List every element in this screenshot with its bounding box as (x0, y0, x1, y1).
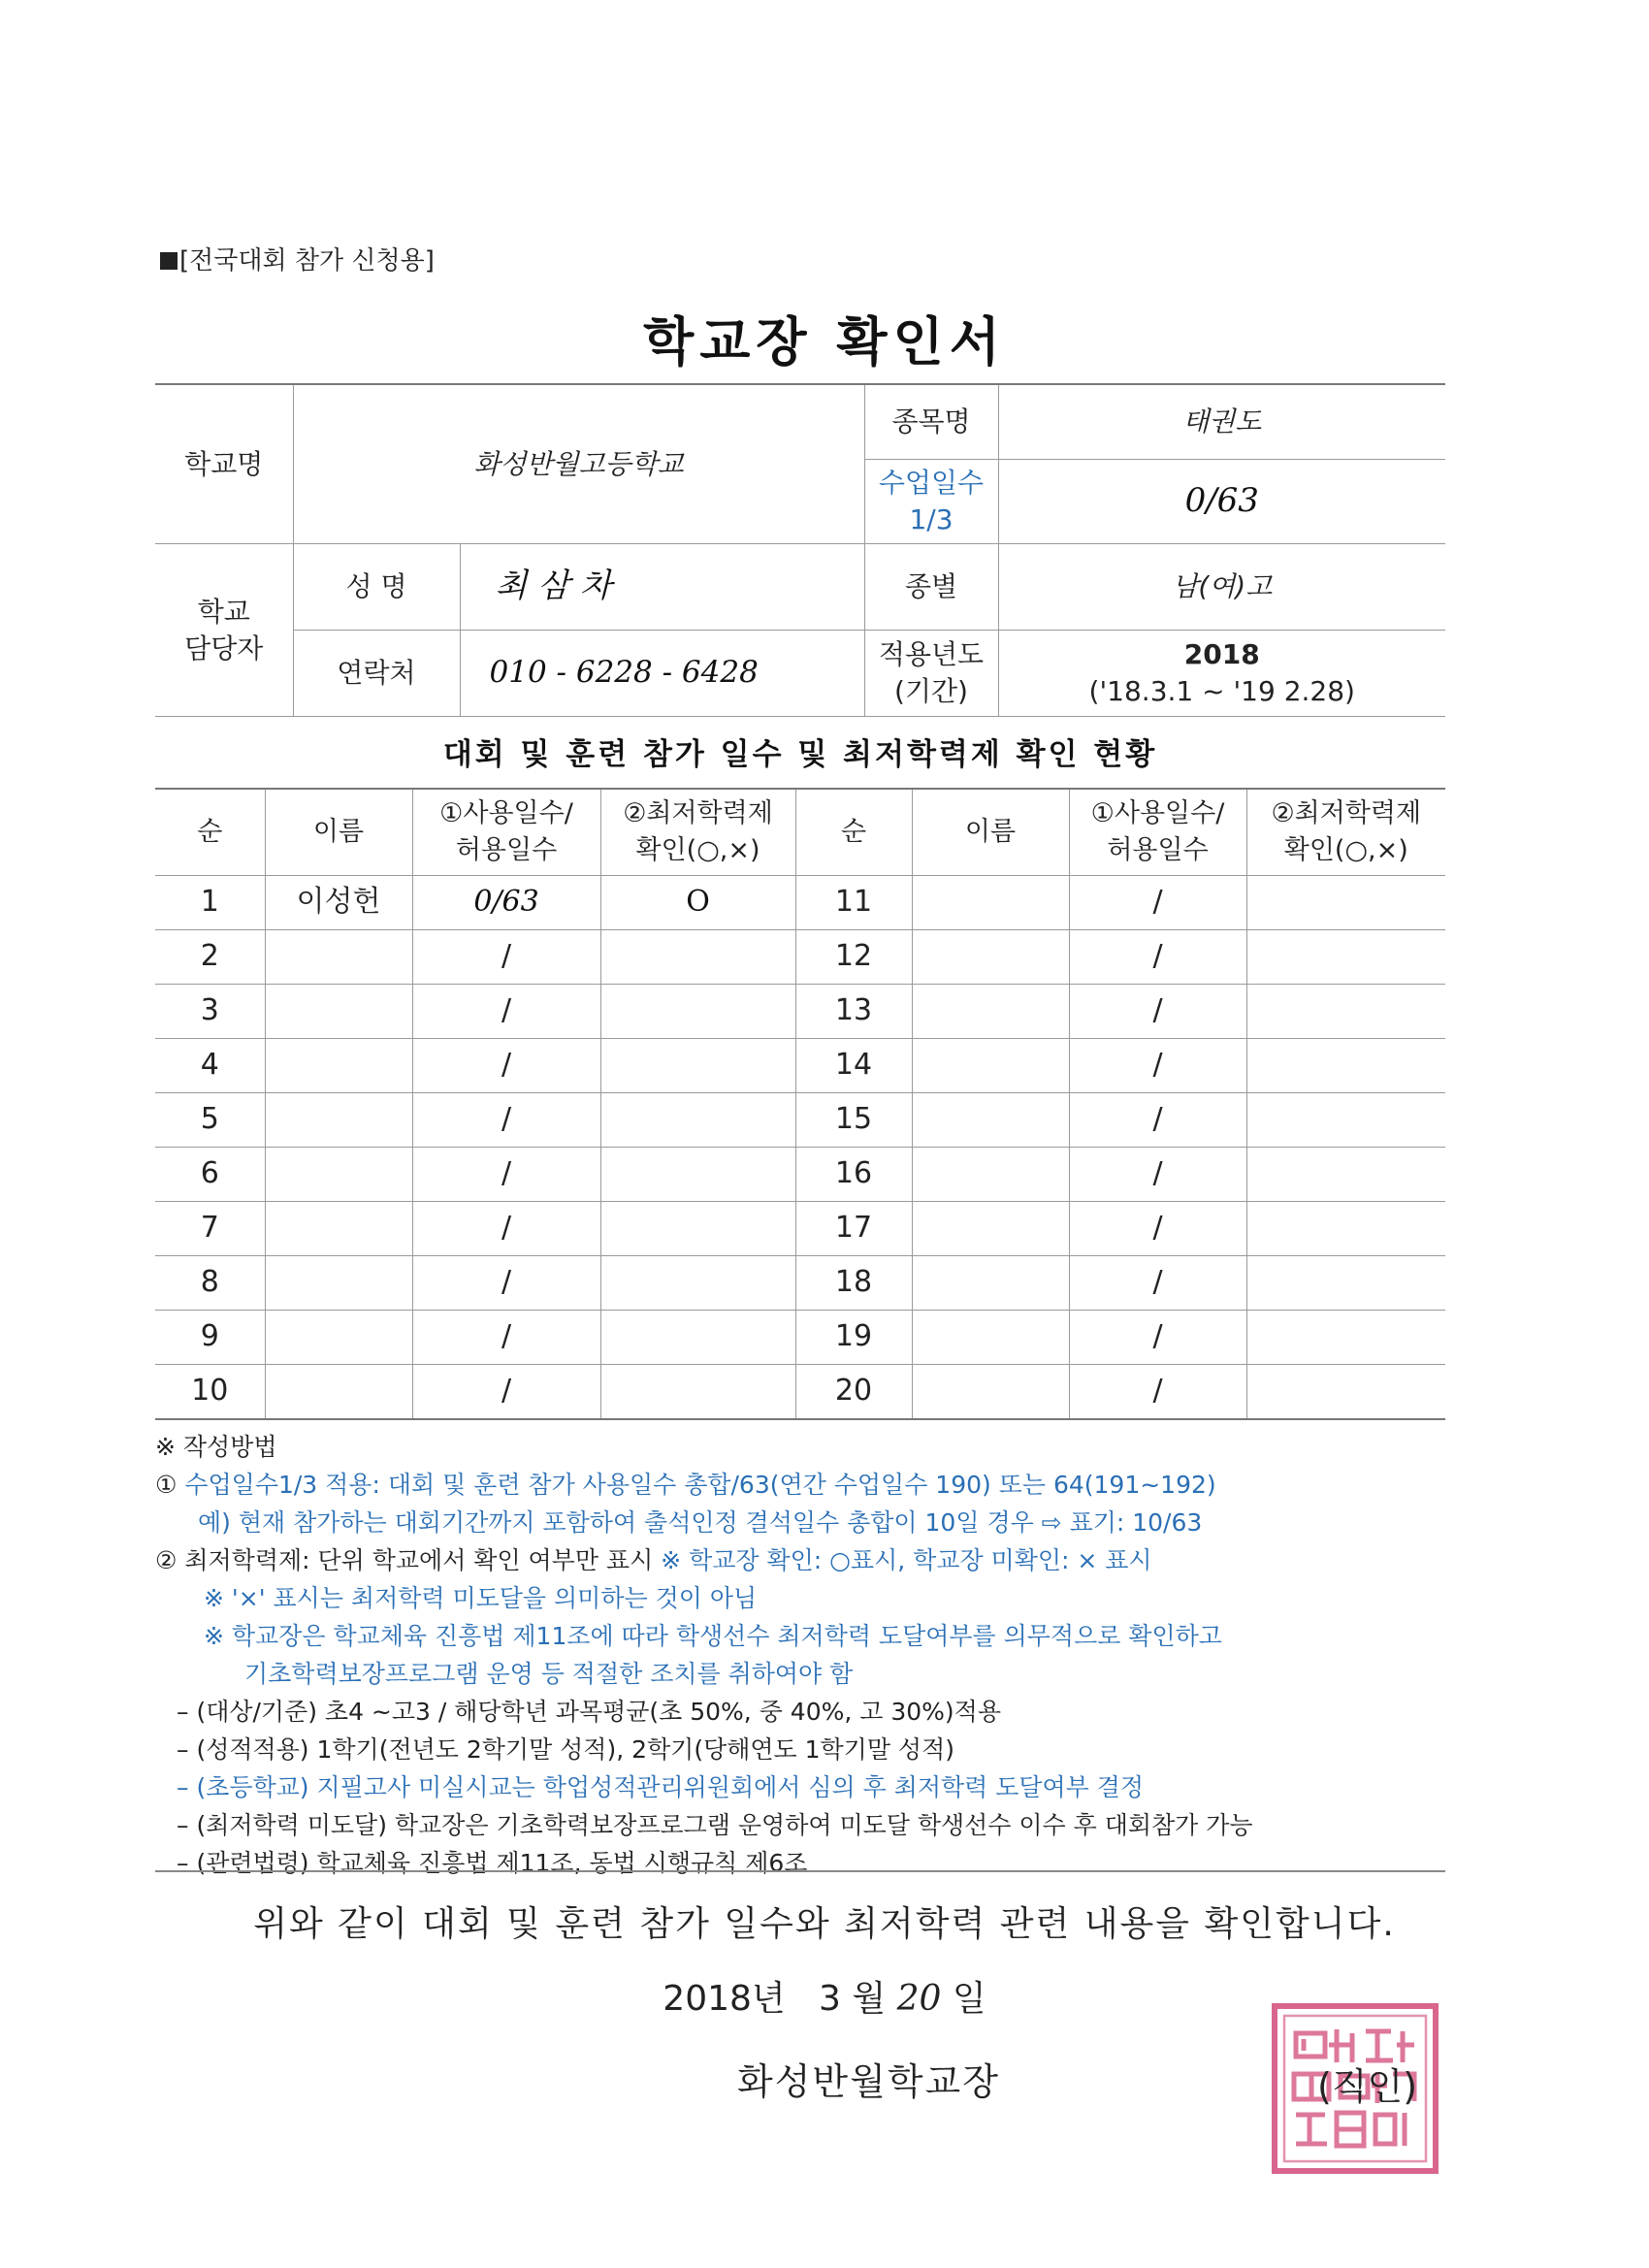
table-row (155, 1039, 1445, 1093)
header-days-right: ①사용일수/ 허용일수 (1069, 789, 1246, 876)
row-days: 0/63 (412, 876, 600, 930)
row-name (265, 1256, 412, 1311)
row-no: 16 (795, 1148, 912, 1202)
table-row (155, 1093, 1445, 1148)
note-dash-2: – (성적적용) 1학기(전년도 2학기말 성적), 2학기(당해연도 1학기말 성적) (177, 1735, 954, 1764)
confirmation-statement: 위와 같이 대회 및 훈련 참가 일수와 최저학력 관련 내용을 확인합니다. (253, 1904, 1396, 1944)
row-no: 3 (155, 985, 265, 1039)
contact-name-value: 최 삼 차 (460, 544, 864, 631)
row-name (912, 876, 1069, 930)
row-check (600, 1093, 795, 1148)
row-no: 17 (795, 1202, 912, 1256)
row-name (265, 1202, 412, 1256)
note-2-sub-3: 기초학력보장프로그램 운영 등 적절한 조치를 취하여야 함 (244, 1660, 854, 1688)
row-check (1246, 1148, 1445, 1202)
row-no: 10 (155, 1365, 265, 1420)
row-days: / (1069, 1256, 1246, 1311)
row-name (265, 1039, 412, 1093)
row-days: / (1069, 1148, 1246, 1202)
row-days: / (1069, 876, 1246, 930)
table-row (155, 1365, 1445, 1420)
header-check-right: ②최저학력제 확인(○,×) (1246, 789, 1445, 876)
row-days: / (412, 1093, 600, 1148)
row-days: / (1069, 1202, 1246, 1256)
row-days: / (412, 985, 600, 1039)
phone-label: 연락처 (293, 631, 460, 717)
row-no: 12 (795, 930, 912, 985)
event-label: 종목명 (864, 384, 998, 460)
header-check-left: ②최저학력제 확인(○,×) (600, 789, 795, 876)
row-no: 20 (795, 1365, 912, 1420)
table-row (155, 930, 1445, 985)
row-check (600, 1039, 795, 1093)
gender-value: 남(여)고 (998, 544, 1445, 631)
row-name (912, 1311, 1069, 1365)
row-no: 14 (795, 1039, 912, 1093)
row-check (1246, 876, 1445, 930)
row-days: / (412, 1039, 600, 1093)
note-2: ② 최저학력제: 단위 학교에서 확인 여부만 표시 ※ 학교장 확인: ○표시, 학교장 미확인: × 표시 (155, 1546, 1152, 1574)
row-check (1246, 1093, 1445, 1148)
row-days: / (1069, 1039, 1246, 1093)
note-dash-1: – (대상/기준) 초4 ~고3 / 해당학년 과목평균(초 50%, 중 40%, 고 30%)적용 (177, 1698, 1001, 1726)
row-check: O (600, 876, 795, 930)
row-days: / (1069, 1093, 1246, 1148)
row-check (1246, 1256, 1445, 1311)
row-name (265, 930, 412, 985)
table-header-row (155, 789, 1445, 876)
row-days: / (1069, 1311, 1246, 1365)
row-no: 6 (155, 1148, 265, 1202)
summary-title: 대회 및 훈련 참가 일수 및 최저학력제 확인 현황 (442, 737, 1158, 772)
row-no: 18 (795, 1256, 912, 1311)
header-no-right: 순 (795, 789, 912, 876)
row-name (912, 930, 1069, 985)
event-value: 태권도 (998, 384, 1445, 460)
row-no: 2 (155, 930, 265, 985)
gender-label: 종별 (864, 544, 998, 631)
row-name (912, 1256, 1069, 1311)
year-label: 적용년도 (기간) (864, 631, 998, 717)
class-days-label: 수업일수 1/3 (864, 460, 998, 544)
row-check (1246, 930, 1445, 985)
row-check (1246, 1311, 1445, 1365)
school-value: 화성반월고등학교 (293, 384, 864, 544)
row-no: 13 (795, 985, 912, 1039)
contact-name-label: 성 명 (293, 544, 460, 631)
row-days: / (412, 1148, 600, 1202)
row-days: / (1069, 930, 1246, 985)
row-name (912, 1365, 1069, 1420)
header-no-left: 순 (155, 789, 265, 876)
note-dash-5: – (관련법령) 학교체육 진흥법 제11조, 동법 시행규칙 제6조 (177, 1849, 808, 1877)
note-dash-3: – (초등학교) 지필고사 미실시교는 학업성적관리위원회에서 심의 후 최저학력 도달여부 결정 (177, 1773, 1145, 1801)
row-no: 4 (155, 1039, 265, 1093)
form-tag-text: [전국대회 참가 신청용] (179, 246, 435, 275)
row-name (265, 1148, 412, 1202)
note-dash-4: – (최저학력 미도달) 학교장은 기초학력보장프로그램 운영하여 미도달 학생선수 이수 후 대회참가 가능 (177, 1811, 1253, 1839)
row-days: / (1069, 1365, 1246, 1420)
school-label: 학교명 (155, 384, 293, 544)
table-row (155, 876, 1445, 930)
row-days: / (412, 1365, 600, 1420)
signing-date: 2018년 3 월 20 일 (663, 1979, 986, 2019)
row-check (600, 930, 795, 985)
writing-instructions (155, 1428, 1455, 1882)
header-days-left: ①사용일수/ 허용일수 (412, 789, 600, 876)
row-check (600, 1202, 795, 1256)
row-days: / (412, 1202, 600, 1256)
row-no: 8 (155, 1256, 265, 1311)
row-no: 1 (155, 876, 265, 930)
table-row (155, 985, 1445, 1039)
row-days: / (412, 1256, 600, 1311)
table-row (155, 1256, 1445, 1311)
row-no: 11 (795, 876, 912, 930)
table-row (155, 1148, 1445, 1202)
black-square-icon (160, 252, 178, 270)
row-no: 9 (155, 1311, 265, 1365)
year-value: 2018 ('18.3.1 ~ '19 2.28) (998, 631, 1445, 717)
row-name (912, 1148, 1069, 1202)
row-days: / (412, 930, 600, 985)
phone-value: 010 - 6228 - 6428 (460, 631, 864, 717)
row-name (912, 985, 1069, 1039)
row-days: / (412, 1311, 600, 1365)
row-check (600, 1148, 795, 1202)
row-name (265, 1093, 412, 1148)
principal-name: 화성반월학교장 (737, 2060, 1000, 2103)
row-check (1246, 1039, 1445, 1093)
form-tag (160, 241, 435, 276)
row-no: 7 (155, 1202, 265, 1256)
header-name-left: 이름 (265, 789, 412, 876)
note-1: ① 수업일수1/3 적용: 대회 및 훈련 참가 사용일수 총합/63(연간 수업일수 190) 또는 64(191~192) (155, 1471, 1216, 1499)
row-check (600, 985, 795, 1039)
row-days: / (1069, 985, 1246, 1039)
row-check (1246, 985, 1445, 1039)
header-name-right: 이름 (912, 789, 1069, 876)
row-check (600, 1365, 795, 1420)
row-name: 이성헌 (265, 876, 412, 930)
note-1-example: 예) 현재 참가하는 대회기간까지 포함하여 출석인정 결석일수 총합이 10일 경우 ⇨ 표기: 10/63 (198, 1508, 1203, 1537)
row-no: 15 (795, 1093, 912, 1148)
note-2-sub-1: ※ '×' 표시는 최저학력 미도달을 의미하는 것이 아님 (204, 1584, 758, 1612)
seal-label: (직인) (1317, 2065, 1418, 2108)
note-2-sub-2: ※ 학교장은 학교체육 진흥법 제11조에 따라 학생선수 최저학력 도달여부를 의무적으로 확인하고 (204, 1622, 1222, 1650)
row-name (265, 985, 412, 1039)
row-check (600, 1311, 795, 1365)
row-name (912, 1202, 1069, 1256)
class-days-value: 0/63 (998, 460, 1445, 544)
contact-group-label: 학교 담당자 (155, 544, 293, 717)
row-name (265, 1365, 412, 1420)
row-name (265, 1311, 412, 1365)
section-divider (155, 1870, 1445, 1872)
row-check (600, 1256, 795, 1311)
info-table (155, 383, 1445, 717)
row-no: 5 (155, 1093, 265, 1148)
row-check (1246, 1202, 1445, 1256)
row-name (912, 1093, 1069, 1148)
table-row (155, 1311, 1445, 1365)
row-check (1246, 1365, 1445, 1420)
row-no: 19 (795, 1311, 912, 1365)
table-row (155, 1202, 1445, 1256)
row-name (912, 1039, 1069, 1093)
page-title: 학교장 확인서 (643, 311, 1006, 373)
notes-heading: ※ 작성방법 (155, 1433, 277, 1461)
participation-table (155, 788, 1445, 1420)
